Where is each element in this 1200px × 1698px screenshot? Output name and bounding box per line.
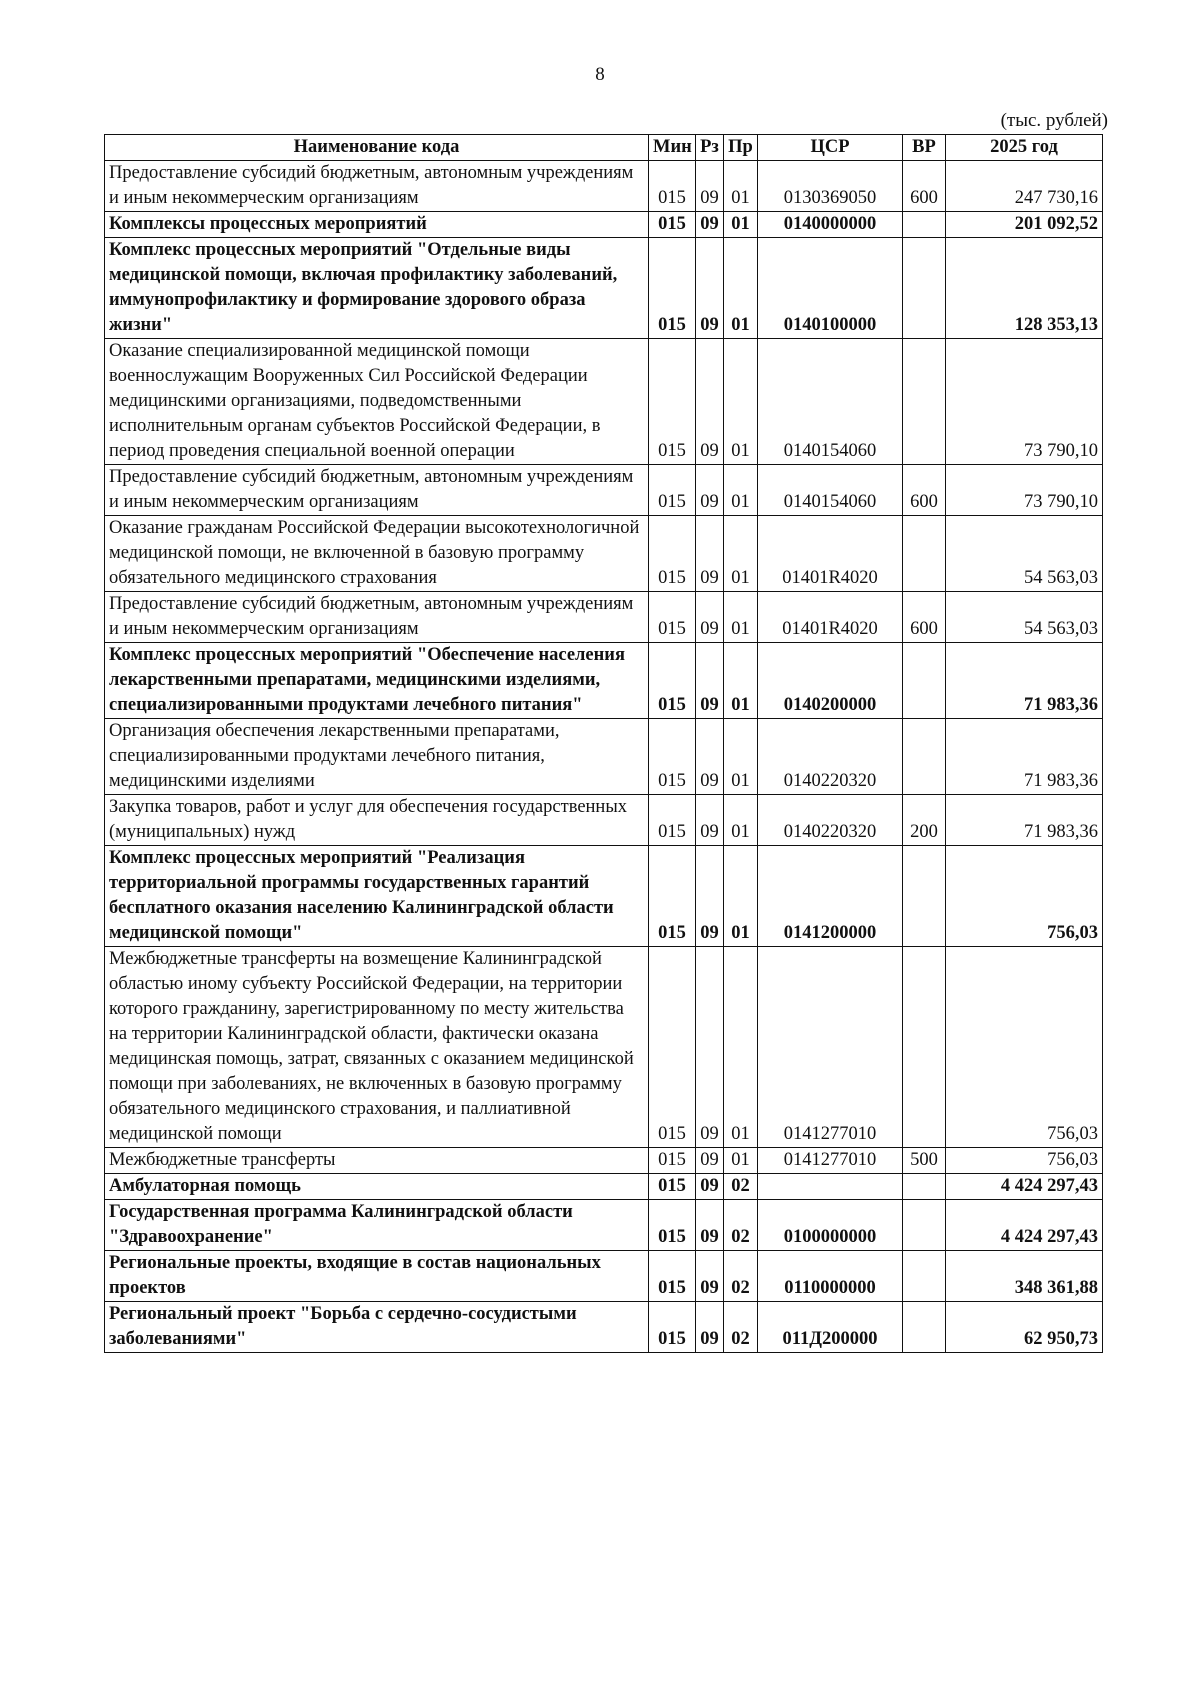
row-rz: 09: [696, 212, 724, 238]
row-min: 015: [649, 212, 696, 238]
row-pr: 01: [724, 592, 758, 643]
row-min: 015: [649, 161, 696, 212]
row-vr: [903, 1302, 946, 1353]
row-vr: [903, 1174, 946, 1200]
row-min: 015: [649, 643, 696, 719]
row-rz: 09: [696, 516, 724, 592]
row-rz: 09: [696, 643, 724, 719]
table-row: [105, 516, 1103, 592]
row-csr: [758, 1174, 903, 1200]
row-vr: [903, 846, 946, 947]
row-amount: 4 424 297,43: [946, 1174, 1103, 1200]
table-row: [105, 592, 1103, 643]
row-amount: 71 983,36: [946, 643, 1103, 719]
row-rz: 09: [696, 238, 724, 339]
header-name: Наименование кода: [105, 135, 649, 161]
row-vr: [903, 212, 946, 238]
row-csr: 0130369050: [758, 161, 903, 212]
units-note: (тыс. рублей): [1000, 110, 1108, 131]
row-vr: [903, 238, 946, 339]
row-vr: [903, 516, 946, 592]
row-rz: 09: [696, 161, 724, 212]
row-csr: 0141277010: [758, 1148, 903, 1174]
row-name: Региональный проект "Борьба с сердечно-сосудистыми заболеваниями": [105, 1302, 649, 1353]
row-vr: 200: [903, 795, 946, 846]
table-row: [105, 339, 1103, 465]
row-rz: 09: [696, 846, 724, 947]
row-vr: 600: [903, 161, 946, 212]
header-csr: ЦСР: [758, 135, 903, 161]
table-row: [105, 1302, 1103, 1353]
row-pr: 01: [724, 516, 758, 592]
row-min: 015: [649, 846, 696, 947]
row-name: Организация обеспечения лекарственными препаратами, специализированными продуктами лечебного питания, медицинскими изделиями: [105, 719, 649, 795]
row-name: Межбюджетные трансферты на возмещение Калининградской областью иному субъекту Российской Федерации, на территории которого гражданину, зарегистрированному по месту жительства на территории Калининградской области, фактически оказана медицинская помощь, затрат, связанных с оказанием медицинской помощи при заболеваниях, не включенных в базовую программу обязательного медицинского страхования, и паллиативной медицинской помощи: [105, 947, 649, 1148]
row-amount: 71 983,36: [946, 795, 1103, 846]
row-amount: 54 563,03: [946, 592, 1103, 643]
row-name: Комплексы процессных мероприятий: [105, 212, 649, 238]
row-pr: 01: [724, 212, 758, 238]
table-row: [105, 1174, 1103, 1200]
header-year: 2025 год: [946, 135, 1103, 161]
budget-table: [104, 134, 1103, 1353]
row-pr: 02: [724, 1200, 758, 1251]
row-amount: 128 353,13: [946, 238, 1103, 339]
row-amount: 73 790,10: [946, 465, 1103, 516]
row-name: Межбюджетные трансферты: [105, 1148, 649, 1174]
row-pr: 01: [724, 339, 758, 465]
row-name: Оказание гражданам Российской Федерации высокотехнологичной медицинской помощи, не включенной в базовую программу обязательного медицинского страхования: [105, 516, 649, 592]
row-csr: 0140220320: [758, 719, 903, 795]
row-csr: 0141277010: [758, 947, 903, 1148]
row-csr: 01401R4020: [758, 516, 903, 592]
row-name: Государственная программа Калининградской области "Здравоохранение": [105, 1200, 649, 1251]
row-min: 015: [649, 1302, 696, 1353]
row-amount: 756,03: [946, 1148, 1103, 1174]
row-csr: 0140154060: [758, 339, 903, 465]
row-pr: 01: [724, 161, 758, 212]
row-rz: 09: [696, 339, 724, 465]
row-amount: 247 730,16: [946, 161, 1103, 212]
row-min: 015: [649, 1148, 696, 1174]
row-name: Оказание специализированной медицинской помощи военнослужащим Вооруженных Сил Российской Федерации медицинскими организациями, подведомственными исполнительным органам субъектов Российской Федерации, в период проведения специальной военной операции: [105, 339, 649, 465]
row-csr: 0141200000: [758, 846, 903, 947]
row-name: Предоставление субсидий бюджетным, автономным учреждениям и иным некоммерческим организациям: [105, 161, 649, 212]
row-rz: 09: [696, 947, 724, 1148]
header-pr: Пр: [724, 135, 758, 161]
row-rz: 09: [696, 465, 724, 516]
row-amount: 62 950,73: [946, 1302, 1103, 1353]
row-vr: [903, 719, 946, 795]
row-pr: 01: [724, 846, 758, 947]
row-name: Региональные проекты, входящие в состав национальных проектов: [105, 1251, 649, 1302]
row-vr: 600: [903, 465, 946, 516]
row-rz: 09: [696, 1148, 724, 1174]
row-min: 015: [649, 719, 696, 795]
row-vr: [903, 1251, 946, 1302]
row-min: 015: [649, 516, 696, 592]
row-pr: 01: [724, 795, 758, 846]
row-csr: 0140100000: [758, 238, 903, 339]
row-rz: 09: [696, 1200, 724, 1251]
row-min: 015: [649, 947, 696, 1148]
table-row: [105, 465, 1103, 516]
row-rz: 09: [696, 1174, 724, 1200]
row-amount: 71 983,36: [946, 719, 1103, 795]
row-name: Амбулаторная помощь: [105, 1174, 649, 1200]
row-amount: 4 424 297,43: [946, 1200, 1103, 1251]
row-csr: 0140220320: [758, 795, 903, 846]
row-pr: 01: [724, 1148, 758, 1174]
row-amount: 756,03: [946, 947, 1103, 1148]
row-min: 015: [649, 1200, 696, 1251]
row-name: Комплекс процессных мероприятий "Отдельные виды медицинской помощи, включая профилактику заболеваний, иммунопрофилактику и формирование здорового образа жизни": [105, 238, 649, 339]
row-pr: 01: [724, 719, 758, 795]
table-row: [105, 719, 1103, 795]
table-row: [105, 161, 1103, 212]
row-amount: 348 361,88: [946, 1251, 1103, 1302]
table-row: [105, 1200, 1103, 1251]
row-pr: 01: [724, 465, 758, 516]
row-pr: 02: [724, 1302, 758, 1353]
row-min: 015: [649, 1251, 696, 1302]
row-amount: 756,03: [946, 846, 1103, 947]
row-csr: 0140000000: [758, 212, 903, 238]
table-row: [105, 795, 1103, 846]
row-csr: 011Д200000: [758, 1302, 903, 1353]
table-row: [105, 238, 1103, 339]
table-row: [105, 1148, 1103, 1174]
row-csr: 0140200000: [758, 643, 903, 719]
row-vr: [903, 339, 946, 465]
row-min: 015: [649, 1174, 696, 1200]
row-pr: 01: [724, 643, 758, 719]
row-pr: 02: [724, 1174, 758, 1200]
row-rz: 09: [696, 795, 724, 846]
row-rz: 09: [696, 1302, 724, 1353]
row-rz: 09: [696, 1251, 724, 1302]
row-name: Комплекс процессных мероприятий "Реализация территориальной программы государственных гарантий бесплатного оказания населению Калининградской области медицинской помощи": [105, 846, 649, 947]
row-vr: [903, 947, 946, 1148]
row-min: 015: [649, 238, 696, 339]
row-vr: [903, 643, 946, 719]
row-pr: 01: [724, 238, 758, 339]
row-min: 015: [649, 592, 696, 643]
row-name: Предоставление субсидий бюджетным, автономным учреждениям и иным некоммерческим организациям: [105, 592, 649, 643]
row-name: Комплекс процессных мероприятий "Обеспечение населения лекарственными препаратами, медицинскими изделиями, специализированными продуктами лечебного питания": [105, 643, 649, 719]
row-rz: 09: [696, 592, 724, 643]
table-row: [105, 1251, 1103, 1302]
row-pr: 01: [724, 947, 758, 1148]
table-row: [105, 846, 1103, 947]
row-csr: 0140154060: [758, 465, 903, 516]
row-min: 015: [649, 465, 696, 516]
header-vr: ВР: [903, 135, 946, 161]
row-amount: 54 563,03: [946, 516, 1103, 592]
row-vr: 500: [903, 1148, 946, 1174]
header-min: Мин: [649, 135, 696, 161]
table-row: [105, 212, 1103, 238]
row-vr: [903, 1200, 946, 1251]
row-vr: 600: [903, 592, 946, 643]
table-row: [105, 947, 1103, 1148]
row-amount: 73 790,10: [946, 339, 1103, 465]
row-name: Предоставление субсидий бюджетным, автономным учреждениям и иным некоммерческим организациям: [105, 465, 649, 516]
row-csr: 01401R4020: [758, 592, 903, 643]
row-csr: 0110000000: [758, 1251, 903, 1302]
header-rz: Рз: [696, 135, 724, 161]
row-pr: 02: [724, 1251, 758, 1302]
page-number: 8: [595, 64, 605, 85]
row-csr: 0100000000: [758, 1200, 903, 1251]
row-amount: 201 092,52: [946, 212, 1103, 238]
row-min: 015: [649, 795, 696, 846]
table-header-row: [105, 135, 1103, 161]
row-min: 015: [649, 339, 696, 465]
row-name: Закупка товаров, работ и услуг для обеспечения государственных (муниципальных) нужд: [105, 795, 649, 846]
table-row: [105, 643, 1103, 719]
row-rz: 09: [696, 719, 724, 795]
